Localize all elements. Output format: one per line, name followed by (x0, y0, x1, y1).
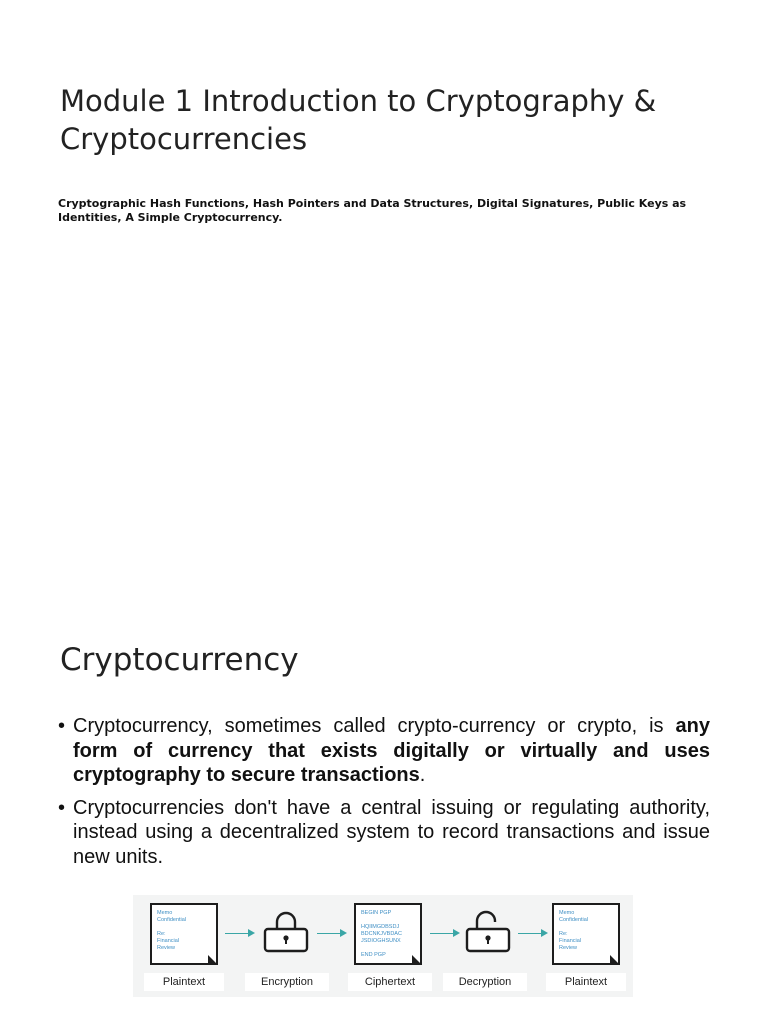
document-text: Memo Confidential Re: Financial Review (559, 910, 589, 951)
ciphertext-label: Ciphertext (348, 973, 432, 991)
plaintext-document-icon (552, 903, 620, 965)
bullet-text: Cryptocurrencies don't have a central issuing or regulating authority, instead using a decentralized system to record transactions and issue new units. (73, 796, 710, 868)
bullet-item (58, 714, 710, 788)
unlock-icon (463, 909, 513, 953)
arrow-right-icon (518, 933, 546, 934)
plaintext-label: Plaintext (546, 973, 626, 991)
document-text: BEGIN PGP HQIIMGDBSDJ BDCNKJVBDAC JSDIOGHSUNX END PGP (361, 910, 402, 958)
bullet-item (58, 796, 710, 870)
bullet-text: Cryptocurrency, sometimes called crypto-currency or crypto, is (73, 715, 676, 737)
bullet-marker: • (58, 715, 66, 737)
bullet-list (58, 714, 710, 877)
bullet-bold-text: any form of currency that exists digitally or virtually and uses cryptography to secure transactions (73, 715, 710, 786)
encryption-label: Encryption (245, 973, 329, 991)
bullet-marker: • (58, 796, 66, 819)
plaintext-label: Plaintext (144, 973, 224, 991)
arrow-right-icon (430, 933, 458, 934)
module-title: Module 1 Introduction to Cryptography & Cryptocurrencies (60, 84, 657, 156)
plaintext-document-icon (150, 903, 218, 965)
arrow-right-icon (317, 933, 345, 934)
encryption-diagram (133, 895, 633, 997)
document-text: Memo Confidential Re: Financial Review (157, 910, 187, 951)
ciphertext-document-icon (354, 903, 422, 965)
slide-title: Cryptocurrency (60, 642, 299, 678)
decryption-label: Decryption (443, 973, 527, 991)
module-topics: Cryptographic Hash Functions, Hash Pointers and Data Structures, Digital Signatures, Public Keys as Identities, A Simple Cryptocurrency. (58, 197, 687, 224)
bullet-text-end: . (419, 764, 426, 786)
lock-icon (261, 909, 311, 953)
arrow-right-icon (225, 933, 253, 934)
